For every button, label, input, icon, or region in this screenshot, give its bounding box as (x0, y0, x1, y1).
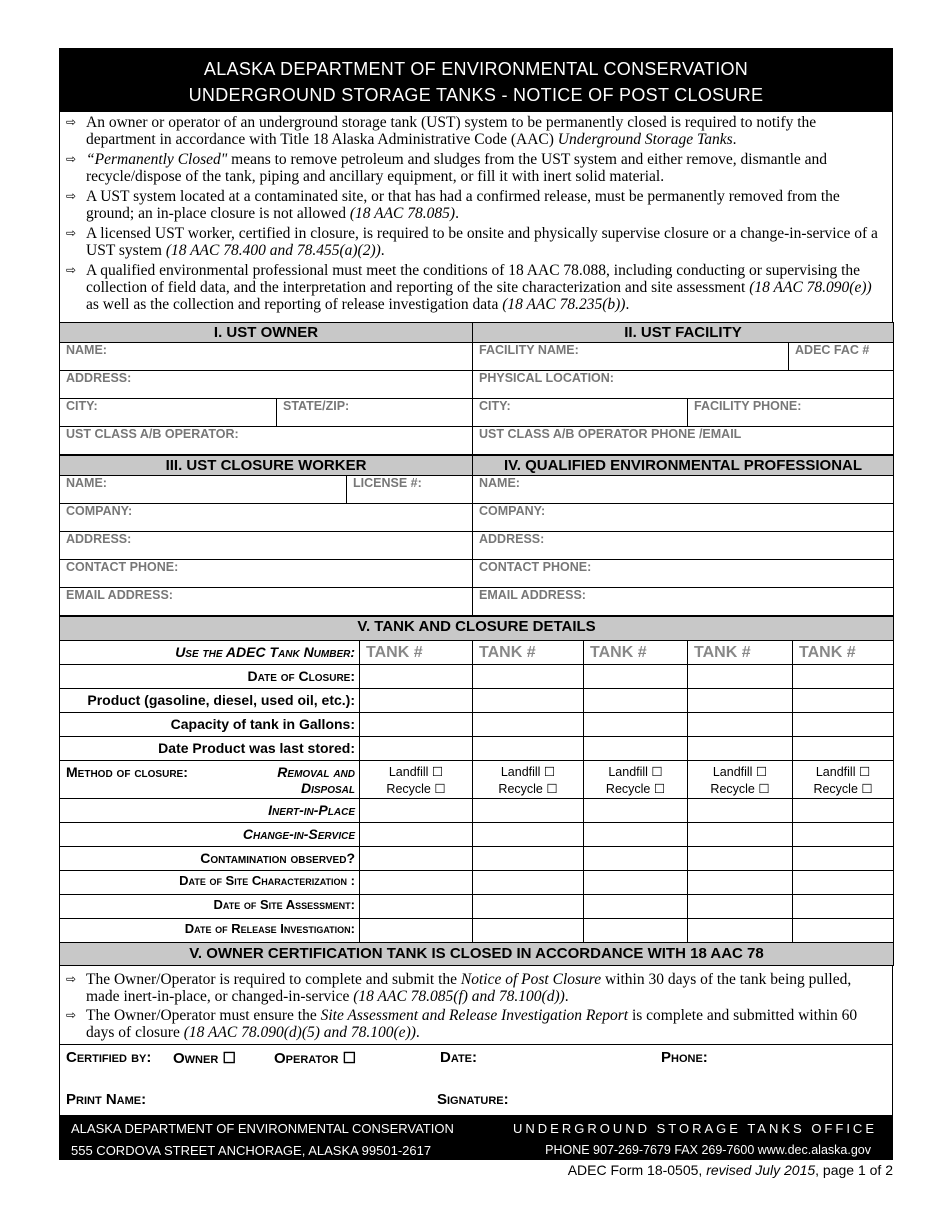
tank-number-field[interactable]: TANK # (584, 641, 688, 665)
tank-cell[interactable] (584, 713, 688, 737)
form-header (59, 48, 893, 112)
recycle-checkbox[interactable]: Recycle ☐ (605, 782, 666, 796)
tank-cell[interactable] (688, 799, 793, 823)
tank-cell[interactable] (793, 823, 894, 847)
contamination-label: Contamination observed? (60, 847, 360, 871)
removal-option-cell[interactable] (473, 761, 584, 799)
arrow-icon: ⇨ (66, 152, 77, 166)
signature-block (59, 1044, 893, 1116)
header-agency: ALASKA DEPARTMENT OF ENVIRONMENTAL CONSERVATION (203, 59, 749, 79)
tank-cell[interactable] (473, 823, 584, 847)
intro-item: ⇨ An owner or operator of an underground storage tank (UST) system to be permanently closed is required to notify the department in accordance with Title 18 Alaska Administrative Code (AAC) Underground Storage Tanks. (66, 114, 817, 148)
tank-cell[interactable] (793, 847, 894, 871)
tank-cell[interactable] (793, 737, 894, 761)
recycle-checkbox[interactable]: Recycle ☐ (813, 782, 873, 796)
operator-checkbox[interactable]: Operator ☐ (274, 1050, 357, 1067)
landfill-checkbox[interactable]: Landfill ☐ (388, 765, 444, 779)
tank-cell[interactable] (584, 871, 688, 895)
site-char-label: Date of Site Characterization : (60, 871, 360, 895)
tank-details-table (59, 616, 894, 966)
product-label: Product (gasoline, diesel, used oil, etc.): (60, 689, 360, 713)
tank-cell[interactable] (584, 847, 688, 871)
cert-item: ⇨ The Owner/Operator must ensure the Site Assessment and Release Investigation Report is complete and submitted within 60 days of closure (18 AAC 78.090(d)(5) and 78.100(e)). (66, 1007, 858, 1041)
tank-cell[interactable] (688, 919, 793, 943)
tank-cell[interactable] (473, 713, 584, 737)
tank-cell[interactable] (688, 871, 793, 895)
tank-cell[interactable] (793, 713, 894, 737)
tank-cell[interactable] (584, 737, 688, 761)
method-closure-label: Method of closure: (66, 764, 188, 780)
tank-cell[interactable] (793, 799, 894, 823)
tank-cell[interactable] (473, 871, 584, 895)
tank-cell[interactable] (473, 737, 584, 761)
tank-cell[interactable] (793, 689, 894, 713)
tank-cell[interactable] (793, 895, 894, 919)
tank-cell[interactable] (360, 689, 473, 713)
worker-name-field[interactable]: NAME: (60, 476, 347, 504)
qep-address-field[interactable]: ADDRESS: (473, 532, 894, 560)
worker-email-field[interactable]: EMAIL ADDRESS: (60, 588, 473, 616)
tank-cell[interactable] (688, 823, 793, 847)
tank-cell[interactable] (473, 919, 584, 943)
owner-checkbox[interactable]: Owner ☐ (173, 1050, 236, 1067)
facility-phone-field[interactable]: FACILITY PHONE: (688, 399, 894, 427)
tank-number-field[interactable]: TANK # (688, 641, 793, 665)
qep-email-field[interactable]: EMAIL ADDRESS: (473, 588, 894, 616)
capacity-label: Capacity of tank in Gallons: (60, 713, 360, 737)
tank-cell[interactable] (473, 665, 584, 689)
section-worker-title: III. UST CLOSURE WORKER (60, 456, 473, 476)
tank-number-field[interactable]: TANK # (473, 641, 584, 665)
tank-cell[interactable] (360, 737, 473, 761)
facility-location-field[interactable]: PHYSICAL LOCATION: (473, 371, 894, 399)
footer-office: UNDERGROUND STORAGE TANKS OFFICE (513, 1121, 877, 1136)
worker-address-field[interactable]: ADDRESS: (60, 532, 473, 560)
tank-cell[interactable] (793, 871, 894, 895)
tank-cell[interactable] (584, 665, 688, 689)
tank-cell[interactable] (793, 919, 894, 943)
tank-cell[interactable] (360, 823, 473, 847)
footer-dept: ALASKA DEPARTMENT OF ENVIRONMENTAL CONSERVATION (71, 1121, 454, 1136)
tank-cell[interactable] (688, 847, 793, 871)
owner-address-field[interactable]: ADDRESS: (60, 371, 473, 399)
date-closure-label: Date of Closure: (60, 665, 360, 689)
tank-cell[interactable] (360, 799, 473, 823)
owner-name-field[interactable]: NAME: (60, 343, 473, 371)
form-number: ADEC Form 18-0505, revised July 2015, page 1 of 2 (567, 1162, 893, 1178)
arrow-icon: ⇨ (66, 263, 77, 277)
worker-qep-table (59, 455, 894, 616)
landfill-checkbox[interactable]: Landfill ☐ (500, 765, 556, 779)
intro-item: ⇨ A UST system located at a contaminated site, or that has had a confirmed release, must be permanently removed from the ground; an in-place closure is not allowed (18 AAC 78.085). (66, 188, 840, 222)
removal-option-cell[interactable] (793, 761, 894, 799)
recycle-checkbox[interactable]: Recycle ☐ (710, 782, 770, 796)
qep-phone-field[interactable]: CONTACT PHONE: (473, 560, 894, 588)
cert-item: ⇨ The Owner/Operator is required to complete and submit the Notice of Post Closure within 30 days of the tank being pulled, made inert-in-place, or changed-in-service (18 AAC 78.085(f) and 78.100(d)). (66, 971, 852, 1005)
tank-cell[interactable] (360, 895, 473, 919)
tank-number-label: Use the ADEC Tank Number: (60, 641, 360, 665)
removal-option-cell[interactable] (688, 761, 793, 799)
inert-label: Inert-in-Place (60, 799, 360, 823)
tank-cell[interactable] (360, 713, 473, 737)
landfill-checkbox[interactable]: Landfill ☐ (712, 765, 768, 779)
date-field[interactable]: Date: (440, 1049, 478, 1066)
tank-number-field[interactable]: TANK # (793, 641, 894, 665)
header-form-title: UNDERGROUND STORAGE TANKS - NOTICE OF POST CLOSURE (188, 85, 764, 105)
removal-option-cell[interactable] (584, 761, 688, 799)
recycle-checkbox[interactable]: Recycle ☐ (498, 782, 558, 796)
adec-fac-field[interactable]: ADEC FAC # (789, 343, 894, 371)
recycle-checkbox[interactable]: Recycle ☐ (386, 782, 446, 796)
tank-cell[interactable] (688, 737, 793, 761)
tank-cell[interactable] (473, 895, 584, 919)
section-owner-title: I. UST OWNER (60, 323, 473, 343)
facility-operator-contact-field[interactable]: UST CLASS A/B OPERATOR PHONE /EMAIL (473, 427, 894, 455)
certification-notes (59, 966, 893, 1044)
section-qep-title: IV. QUALIFIED ENVIRONMENTAL PROFESSIONAL (473, 456, 894, 476)
arrow-icon: ⇨ (66, 115, 77, 129)
tank-cell[interactable] (584, 823, 688, 847)
intro-item: ⇨ A licensed UST worker, certified in closure, is required to be onsite and physically supervise closure or a change-in-service of a UST system (18 AAC 78.400 and 78.455(a)(2)). (66, 225, 878, 259)
footer-contact: PHONE 907-269-7679 FAX 269-7600 www.dec.alaska.gov (545, 1143, 871, 1157)
site-assess-label: Date of Site Assessment: (60, 895, 360, 919)
tank-cell[interactable] (584, 895, 688, 919)
certified-by-label: Certified by: (66, 1049, 152, 1066)
last-stored-label: Date Product was last stored: (60, 737, 360, 761)
qep-company-field[interactable]: COMPANY: (473, 504, 894, 532)
section-certification-title: V. OWNER CERTIFICATION TANK IS CLOSED IN ACCORDANCE WITH 18 AAC 78 (60, 943, 894, 966)
worker-license-field[interactable]: LICENSE #: (347, 476, 473, 504)
worker-phone-field[interactable]: CONTACT PHONE: (60, 560, 473, 588)
print-name-field[interactable]: Print Name: (66, 1091, 147, 1108)
owner-operator-field[interactable]: UST CLASS A/B OPERATOR: (60, 427, 473, 455)
tank-cell[interactable] (584, 919, 688, 943)
tank-cell[interactable] (360, 919, 473, 943)
footer-bar (59, 1116, 893, 1160)
form-page (59, 48, 893, 1178)
tank-cell[interactable] (688, 895, 793, 919)
owner-state-field[interactable]: STATE/ZIP: (277, 399, 473, 427)
facility-name-field[interactable]: FACILITY NAME: (473, 343, 789, 371)
tank-cell[interactable] (473, 847, 584, 871)
worker-company-field[interactable]: COMPANY: (60, 504, 473, 532)
arrow-icon: ⇨ (66, 189, 77, 203)
tank-cell[interactable] (360, 871, 473, 895)
tank-cell[interactable] (584, 689, 688, 713)
intro-item: ⇨ “Permanently Closed" means to remove petroleum and sludges from the UST system and either remove, dismantle and recycle/dispose of the tank, piping and ancillary equipment, or fill it with inert solid material. (66, 151, 828, 185)
method-closure-cell (60, 761, 360, 799)
signature-field[interactable]: Signature: (437, 1091, 509, 1108)
tank-cell[interactable] (688, 713, 793, 737)
removal-option-cell[interactable] (360, 761, 473, 799)
arrow-icon: ⇨ (66, 1008, 77, 1022)
release-investigation-label: Date of Release Investigation: (60, 919, 360, 943)
owner-city-field[interactable]: CITY: (60, 399, 277, 427)
section-tank-title: V. TANK AND CLOSURE DETAILS (60, 617, 894, 641)
tank-cell[interactable] (360, 847, 473, 871)
qep-name-field[interactable]: NAME: (473, 476, 894, 504)
removal-disposal-label: Removal and Disposal (277, 764, 355, 796)
tank-cell[interactable] (473, 689, 584, 713)
owner-facility-table (59, 322, 894, 455)
tank-cell[interactable] (793, 665, 894, 689)
tank-cell[interactable] (360, 665, 473, 689)
tank-number-field[interactable]: TANK # (360, 641, 473, 665)
arrow-icon: ⇨ (66, 972, 77, 986)
tank-cell[interactable] (473, 799, 584, 823)
change-service-label: Change-in-Service (60, 823, 360, 847)
intro-item: ⇨ A qualified environmental professional must meet the conditions of 18 AAC 78.088, including conducting or supervising the collection of field data, and the interpretation and reporting of the site characterization and site assessment (18 AAC 78.090(e)) as well as the collection and reporting of release investigation data (18 AAC 78.235(b)). (66, 262, 872, 313)
landfill-checkbox[interactable]: Landfill ☐ (608, 765, 663, 779)
tank-cell[interactable] (584, 799, 688, 823)
phone-field[interactable]: Phone: (661, 1049, 708, 1066)
tank-cell[interactable] (688, 665, 793, 689)
landfill-checkbox[interactable]: Landfill ☐ (815, 765, 871, 779)
facility-city-field[interactable]: CITY: (473, 399, 688, 427)
tank-cell[interactable] (688, 689, 793, 713)
intro-notes (59, 112, 893, 322)
section-facility-title: II. UST FACILITY (473, 323, 894, 343)
footer-address: 555 CORDOVA STREET ANCHORAGE, ALASKA 99501-2617 (71, 1143, 432, 1158)
arrow-icon: ⇨ (66, 226, 77, 240)
